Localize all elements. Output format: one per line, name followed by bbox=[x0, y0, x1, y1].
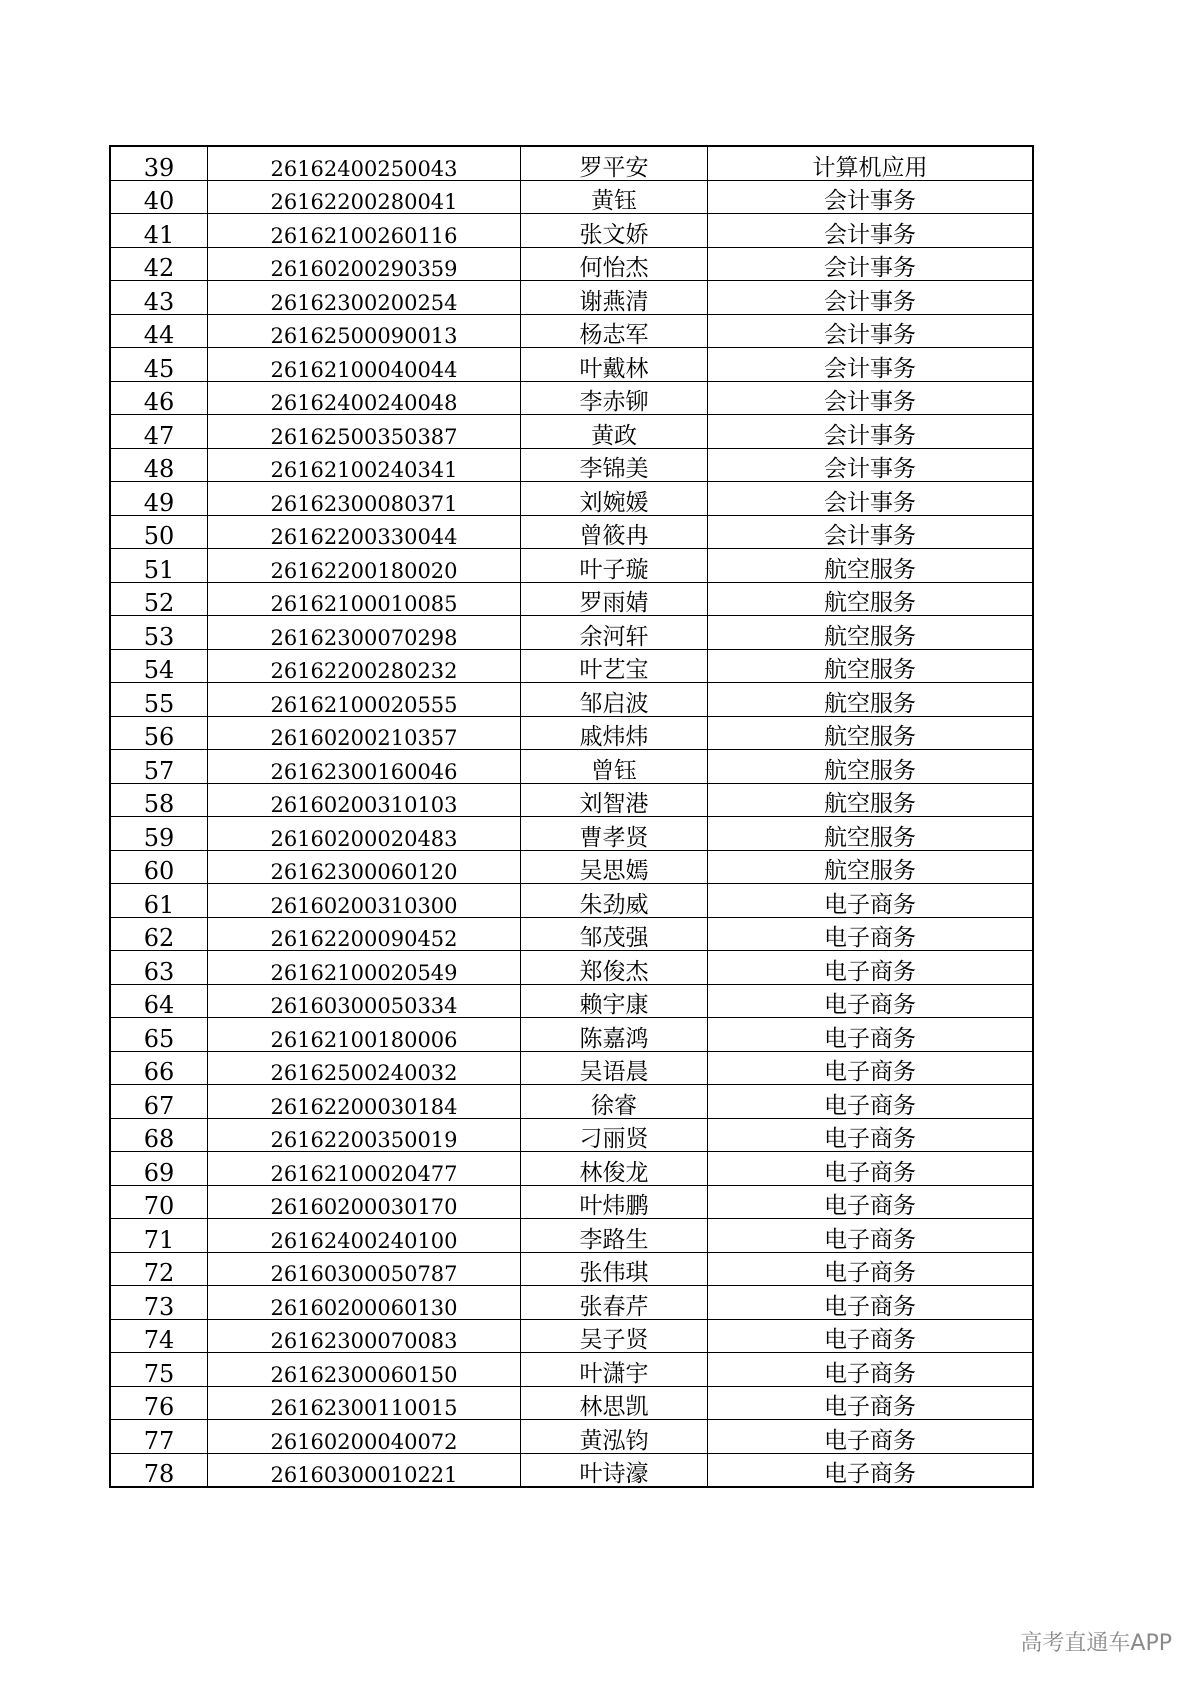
exam-id-cell: 26162200090452 bbox=[208, 917, 521, 951]
row-number-cell: 46 bbox=[110, 381, 208, 415]
exam-id-cell: 26162300060120 bbox=[208, 850, 521, 884]
major-cell: 电子商务 bbox=[708, 1353, 1034, 1387]
exam-id-cell: 26160200210357 bbox=[208, 716, 521, 750]
exam-id-cell: 26162100180006 bbox=[208, 1018, 521, 1052]
major-cell: 电子商务 bbox=[708, 1152, 1034, 1186]
exam-id-cell: 26162200180020 bbox=[208, 549, 521, 583]
table-row bbox=[110, 616, 1033, 650]
exam-id-cell: 26162300200254 bbox=[208, 281, 521, 315]
table-row bbox=[110, 515, 1033, 549]
table-row bbox=[110, 984, 1033, 1018]
row-number-cell: 51 bbox=[110, 549, 208, 583]
exam-id-cell: 26162100260116 bbox=[208, 214, 521, 248]
table-row bbox=[110, 817, 1033, 851]
major-cell: 会计事务 bbox=[708, 281, 1034, 315]
student-name-cell: 赖宇康 bbox=[521, 984, 708, 1018]
student-name-cell: 黄泓钧 bbox=[521, 1420, 708, 1454]
table-row bbox=[110, 549, 1033, 583]
student-name-cell: 叶艺宝 bbox=[521, 649, 708, 683]
table-row bbox=[110, 1051, 1033, 1085]
row-number-cell: 73 bbox=[110, 1286, 208, 1320]
student-name-cell: 何怡杰 bbox=[521, 247, 708, 281]
student-name-cell: 余河轩 bbox=[521, 616, 708, 650]
exam-id-cell: 26162500240032 bbox=[208, 1051, 521, 1085]
major-cell: 会计事务 bbox=[708, 448, 1034, 482]
table-row bbox=[110, 415, 1033, 449]
table-row bbox=[110, 884, 1033, 918]
exam-id-cell: 26162400250043 bbox=[208, 146, 521, 180]
exam-id-cell: 26162300160046 bbox=[208, 750, 521, 784]
table-row bbox=[110, 917, 1033, 951]
row-number-cell: 66 bbox=[110, 1051, 208, 1085]
student-name-cell: 李赤铆 bbox=[521, 381, 708, 415]
table-row bbox=[110, 482, 1033, 516]
exam-id-cell: 26162300080371 bbox=[208, 482, 521, 516]
student-name-cell: 朱劲威 bbox=[521, 884, 708, 918]
major-cell: 电子商务 bbox=[708, 1018, 1034, 1052]
table-row bbox=[110, 582, 1033, 616]
major-cell: 电子商务 bbox=[708, 984, 1034, 1018]
row-number-cell: 74 bbox=[110, 1319, 208, 1353]
major-cell: 电子商务 bbox=[708, 884, 1034, 918]
student-name-cell: 曹孝贤 bbox=[521, 817, 708, 851]
major-cell: 电子商务 bbox=[708, 1051, 1034, 1085]
row-number-cell: 43 bbox=[110, 281, 208, 315]
major-cell: 会计事务 bbox=[708, 348, 1034, 382]
student-name-cell: 林思凯 bbox=[521, 1386, 708, 1420]
exam-id-cell: 26162300110015 bbox=[208, 1386, 521, 1420]
exam-id-cell: 26162400240048 bbox=[208, 381, 521, 415]
table-row bbox=[110, 783, 1033, 817]
table-row bbox=[110, 247, 1033, 281]
major-cell: 会计事务 bbox=[708, 515, 1034, 549]
row-number-cell: 72 bbox=[110, 1252, 208, 1286]
row-number-cell: 63 bbox=[110, 951, 208, 985]
exam-id-cell: 26162300060150 bbox=[208, 1353, 521, 1387]
major-cell: 会计事务 bbox=[708, 381, 1034, 415]
student-list-table bbox=[109, 145, 1034, 1488]
major-cell: 航空服务 bbox=[708, 549, 1034, 583]
row-number-cell: 59 bbox=[110, 817, 208, 851]
row-number-cell: 70 bbox=[110, 1185, 208, 1219]
student-name-cell: 张文娇 bbox=[521, 214, 708, 248]
table-row bbox=[110, 1286, 1033, 1320]
row-number-cell: 45 bbox=[110, 348, 208, 382]
major-cell: 航空服务 bbox=[708, 716, 1034, 750]
major-cell: 电子商务 bbox=[708, 951, 1034, 985]
exam-id-cell: 26162300070298 bbox=[208, 616, 521, 650]
major-cell: 会计事务 bbox=[708, 214, 1034, 248]
watermark-label: 高考直通车APP bbox=[1020, 1631, 1172, 1656]
student-name-cell: 徐睿 bbox=[521, 1085, 708, 1119]
student-name-cell: 张伟琪 bbox=[521, 1252, 708, 1286]
row-number-cell: 61 bbox=[110, 884, 208, 918]
table-row bbox=[110, 1386, 1033, 1420]
exam-id-cell: 26162200330044 bbox=[208, 515, 521, 549]
table-row bbox=[110, 281, 1033, 315]
row-number-cell: 57 bbox=[110, 750, 208, 784]
student-name-cell: 黄钰 bbox=[521, 180, 708, 214]
row-number-cell: 54 bbox=[110, 649, 208, 683]
table-row bbox=[110, 1185, 1033, 1219]
table-row bbox=[110, 1453, 1033, 1487]
student-name-cell: 曾钰 bbox=[521, 750, 708, 784]
row-number-cell: 76 bbox=[110, 1386, 208, 1420]
exam-id-cell: 26162400240100 bbox=[208, 1219, 521, 1253]
major-cell: 航空服务 bbox=[708, 616, 1034, 650]
row-number-cell: 40 bbox=[110, 180, 208, 214]
exam-id-cell: 26160200060130 bbox=[208, 1286, 521, 1320]
major-cell: 电子商务 bbox=[708, 1453, 1034, 1487]
table-row bbox=[110, 850, 1033, 884]
row-number-cell: 55 bbox=[110, 683, 208, 717]
student-name-cell: 林俊龙 bbox=[521, 1152, 708, 1186]
exam-id-cell: 26162500350387 bbox=[208, 415, 521, 449]
row-number-cell: 67 bbox=[110, 1085, 208, 1119]
row-number-cell: 52 bbox=[110, 582, 208, 616]
student-name-cell: 谢燕清 bbox=[521, 281, 708, 315]
exam-id-cell: 26160200310300 bbox=[208, 884, 521, 918]
major-cell: 航空服务 bbox=[708, 850, 1034, 884]
student-name-cell: 李路生 bbox=[521, 1219, 708, 1253]
major-cell: 电子商务 bbox=[708, 1420, 1034, 1454]
exam-id-cell: 26162200280041 bbox=[208, 180, 521, 214]
exam-id-cell: 26162100040044 bbox=[208, 348, 521, 382]
exam-id-cell: 26160300050334 bbox=[208, 984, 521, 1018]
student-name-cell: 叶戴林 bbox=[521, 348, 708, 382]
student-name-cell: 曾筱冉 bbox=[521, 515, 708, 549]
row-number-cell: 78 bbox=[110, 1453, 208, 1487]
row-number-cell: 41 bbox=[110, 214, 208, 248]
major-cell: 会计事务 bbox=[708, 314, 1034, 348]
table-row bbox=[110, 750, 1033, 784]
student-name-cell: 吴语晨 bbox=[521, 1051, 708, 1085]
row-number-cell: 50 bbox=[110, 515, 208, 549]
student-name-cell: 刘智港 bbox=[521, 783, 708, 817]
student-name-cell: 刁丽贤 bbox=[521, 1118, 708, 1152]
student-name-cell: 黄政 bbox=[521, 415, 708, 449]
table-row bbox=[110, 381, 1033, 415]
major-cell: 会计事务 bbox=[708, 180, 1034, 214]
major-cell: 电子商务 bbox=[708, 1386, 1034, 1420]
major-cell: 航空服务 bbox=[708, 582, 1034, 616]
table-row bbox=[110, 348, 1033, 382]
table-row bbox=[110, 1420, 1033, 1454]
exam-id-cell: 26160200310103 bbox=[208, 783, 521, 817]
table-row bbox=[110, 1118, 1033, 1152]
student-name-cell: 罗平安 bbox=[521, 146, 708, 180]
table-row bbox=[110, 649, 1033, 683]
major-cell: 会计事务 bbox=[708, 247, 1034, 281]
student-name-cell: 罗雨婧 bbox=[521, 582, 708, 616]
major-cell: 电子商务 bbox=[708, 1319, 1034, 1353]
exam-id-cell: 26162500090013 bbox=[208, 314, 521, 348]
student-name-cell: 叶潇宇 bbox=[521, 1353, 708, 1387]
major-cell: 会计事务 bbox=[708, 482, 1034, 516]
exam-id-cell: 26160300050787 bbox=[208, 1252, 521, 1286]
row-number-cell: 48 bbox=[110, 448, 208, 482]
student-name-cell: 张春芹 bbox=[521, 1286, 708, 1320]
student-name-cell: 叶子璇 bbox=[521, 549, 708, 583]
major-cell: 航空服务 bbox=[708, 649, 1034, 683]
table-row bbox=[110, 1353, 1033, 1387]
table-row bbox=[110, 951, 1033, 985]
table-row bbox=[110, 214, 1033, 248]
student-list-body bbox=[110, 146, 1033, 1487]
exam-id-cell: 26160200040072 bbox=[208, 1420, 521, 1454]
major-cell: 电子商务 bbox=[708, 917, 1034, 951]
row-number-cell: 75 bbox=[110, 1353, 208, 1387]
row-number-cell: 68 bbox=[110, 1118, 208, 1152]
table-row bbox=[110, 448, 1033, 482]
major-cell: 计算机应用 bbox=[708, 146, 1034, 180]
student-name-cell: 陈嘉鸿 bbox=[521, 1018, 708, 1052]
row-number-cell: 71 bbox=[110, 1219, 208, 1253]
major-cell: 航空服务 bbox=[708, 683, 1034, 717]
major-cell: 电子商务 bbox=[708, 1085, 1034, 1119]
exam-id-cell: 26160200020483 bbox=[208, 817, 521, 851]
row-number-cell: 58 bbox=[110, 783, 208, 817]
major-cell: 电子商务 bbox=[708, 1219, 1034, 1253]
row-number-cell: 44 bbox=[110, 314, 208, 348]
table-row bbox=[110, 1319, 1033, 1353]
row-number-cell: 62 bbox=[110, 917, 208, 951]
row-number-cell: 49 bbox=[110, 482, 208, 516]
student-name-cell: 邹启波 bbox=[521, 683, 708, 717]
student-name-cell: 吴子贤 bbox=[521, 1319, 708, 1353]
student-name-cell: 吴思嫣 bbox=[521, 850, 708, 884]
row-number-cell: 42 bbox=[110, 247, 208, 281]
student-name-cell: 叶诗濠 bbox=[521, 1453, 708, 1487]
exam-id-cell: 26162100240341 bbox=[208, 448, 521, 482]
major-cell: 电子商务 bbox=[708, 1185, 1034, 1219]
table-row bbox=[110, 1152, 1033, 1186]
exam-id-cell: 26160200290359 bbox=[208, 247, 521, 281]
major-cell: 航空服务 bbox=[708, 750, 1034, 784]
student-name-cell: 邹茂强 bbox=[521, 917, 708, 951]
row-number-cell: 65 bbox=[110, 1018, 208, 1052]
exam-id-cell: 26162100020555 bbox=[208, 683, 521, 717]
student-name-cell: 李锦美 bbox=[521, 448, 708, 482]
exam-id-cell: 26162100010085 bbox=[208, 582, 521, 616]
table-row bbox=[110, 683, 1033, 717]
exam-id-cell: 26162200280232 bbox=[208, 649, 521, 683]
exam-id-cell: 26162300070083 bbox=[208, 1319, 521, 1353]
row-number-cell: 60 bbox=[110, 850, 208, 884]
table-row bbox=[110, 1018, 1033, 1052]
row-number-cell: 47 bbox=[110, 415, 208, 449]
row-number-cell: 69 bbox=[110, 1152, 208, 1186]
student-name-cell: 刘婉媛 bbox=[521, 482, 708, 516]
major-cell: 会计事务 bbox=[708, 415, 1034, 449]
exam-id-cell: 26162200030184 bbox=[208, 1085, 521, 1119]
row-number-cell: 53 bbox=[110, 616, 208, 650]
row-number-cell: 39 bbox=[110, 146, 208, 180]
table-row bbox=[110, 716, 1033, 750]
table-row bbox=[110, 180, 1033, 214]
table-row bbox=[110, 146, 1033, 180]
row-number-cell: 77 bbox=[110, 1420, 208, 1454]
exam-id-cell: 26160300010221 bbox=[208, 1453, 521, 1487]
student-name-cell: 杨志军 bbox=[521, 314, 708, 348]
row-number-cell: 64 bbox=[110, 984, 208, 1018]
student-name-cell: 戚炜炜 bbox=[521, 716, 708, 750]
table-row bbox=[110, 1252, 1033, 1286]
row-number-cell: 56 bbox=[110, 716, 208, 750]
exam-id-cell: 26162100020477 bbox=[208, 1152, 521, 1186]
major-cell: 电子商务 bbox=[708, 1118, 1034, 1152]
exam-id-cell: 26160200030170 bbox=[208, 1185, 521, 1219]
major-cell: 航空服务 bbox=[708, 817, 1034, 851]
table-row bbox=[110, 1085, 1033, 1119]
exam-id-cell: 26162100020549 bbox=[208, 951, 521, 985]
exam-id-cell: 26162200350019 bbox=[208, 1118, 521, 1152]
table-row bbox=[110, 1219, 1033, 1253]
student-name-cell: 郑俊杰 bbox=[521, 951, 708, 985]
table-row bbox=[110, 314, 1033, 348]
major-cell: 电子商务 bbox=[708, 1252, 1034, 1286]
student-name-cell: 叶炜鹏 bbox=[521, 1185, 708, 1219]
major-cell: 电子商务 bbox=[708, 1286, 1034, 1320]
major-cell: 航空服务 bbox=[708, 783, 1034, 817]
